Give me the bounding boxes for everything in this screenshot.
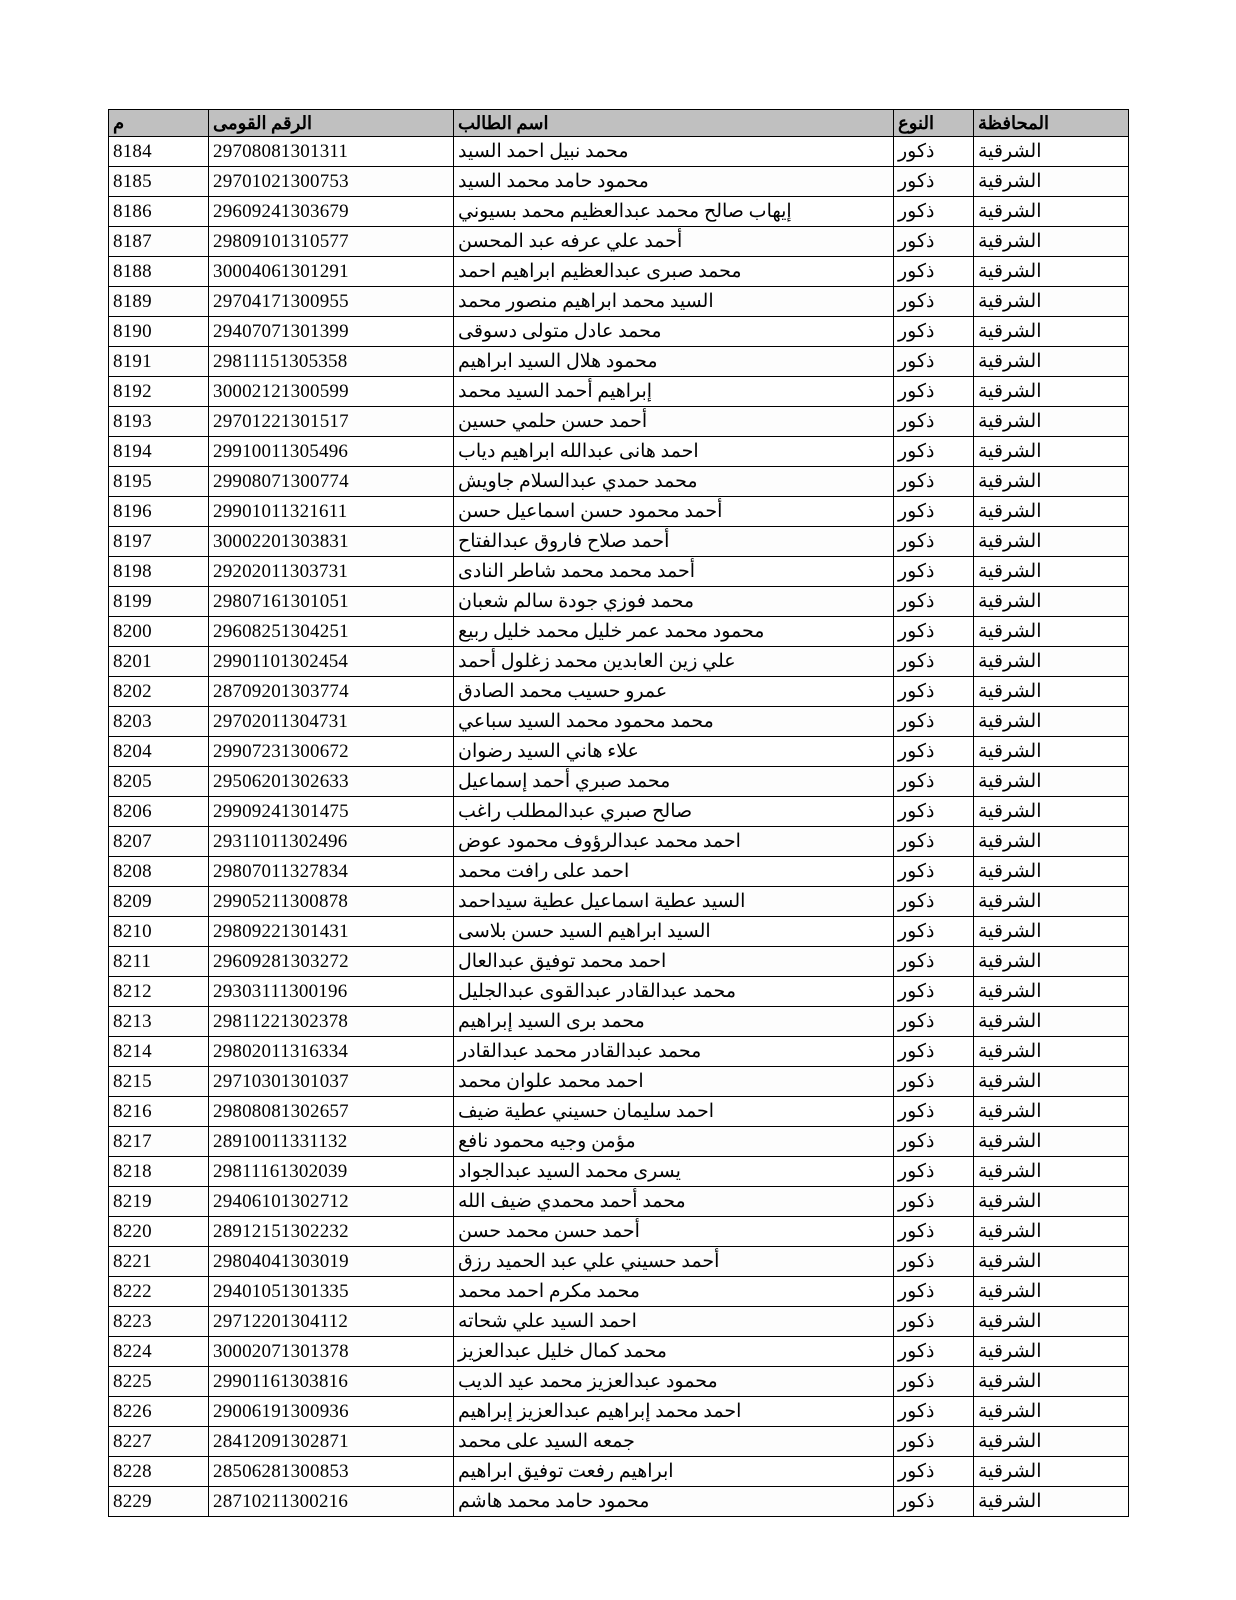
cell-national-id: 28506281300853 bbox=[209, 1457, 454, 1487]
table-row bbox=[109, 1427, 1129, 1457]
cell-sequence: 8226 bbox=[109, 1397, 209, 1427]
cell-type: ذكور bbox=[894, 827, 974, 857]
cell-type: ذكور bbox=[894, 707, 974, 737]
cell-national-id: 29311011302496 bbox=[209, 827, 454, 857]
cell-national-id: 29808081302657 bbox=[209, 1097, 454, 1127]
cell-governorate: الشرقية bbox=[974, 437, 1129, 467]
cell-governorate: الشرقية bbox=[974, 647, 1129, 677]
cell-governorate: الشرقية bbox=[974, 1397, 1129, 1427]
cell-governorate: الشرقية bbox=[974, 887, 1129, 917]
cell-type: ذكور bbox=[894, 647, 974, 677]
cell-type: ذكور bbox=[894, 917, 974, 947]
cell-sequence: 8208 bbox=[109, 857, 209, 887]
table-row bbox=[109, 167, 1129, 197]
cell-governorate: الشرقية bbox=[974, 767, 1129, 797]
student-roster-table-container bbox=[109, 109, 1129, 1517]
cell-governorate: الشرقية bbox=[974, 407, 1129, 437]
cell-national-id: 29702011304731 bbox=[209, 707, 454, 737]
table-row bbox=[109, 1397, 1129, 1427]
cell-governorate: الشرقية bbox=[974, 737, 1129, 767]
cell-sequence: 8218 bbox=[109, 1157, 209, 1187]
cell-national-id: 29802011316334 bbox=[209, 1037, 454, 1067]
cell-type: ذكور bbox=[894, 287, 974, 317]
cell-sequence: 8219 bbox=[109, 1187, 209, 1217]
cell-student-name: احمد السيد علي شحاته bbox=[454, 1307, 894, 1337]
cell-governorate: الشرقية bbox=[974, 557, 1129, 587]
cell-sequence: 8187 bbox=[109, 227, 209, 257]
cell-student-name: محمود حامد محمد السيد bbox=[454, 167, 894, 197]
cell-national-id: 29708081301311 bbox=[209, 137, 454, 167]
table-row bbox=[109, 617, 1129, 647]
cell-type: ذكور bbox=[894, 857, 974, 887]
cell-sequence: 8215 bbox=[109, 1067, 209, 1097]
cell-student-name: محمد حمدي عبدالسلام جاويش bbox=[454, 467, 894, 497]
cell-sequence: 8200 bbox=[109, 617, 209, 647]
cell-sequence: 8214 bbox=[109, 1037, 209, 1067]
cell-type: ذكور bbox=[894, 1337, 974, 1367]
cell-governorate: الشرقية bbox=[974, 287, 1129, 317]
table-row bbox=[109, 587, 1129, 617]
cell-governorate: الشرقية bbox=[974, 227, 1129, 257]
cell-student-name: محمد فوزي جودة سالم شعبان bbox=[454, 587, 894, 617]
cell-national-id: 29901011321611 bbox=[209, 497, 454, 527]
cell-sequence: 8186 bbox=[109, 197, 209, 227]
cell-sequence: 8203 bbox=[109, 707, 209, 737]
cell-governorate: الشرقية bbox=[974, 1127, 1129, 1157]
cell-national-id: 29909241301475 bbox=[209, 797, 454, 827]
cell-governorate: الشرقية bbox=[974, 857, 1129, 887]
cell-type: ذكور bbox=[894, 797, 974, 827]
cell-sequence: 8204 bbox=[109, 737, 209, 767]
table-row bbox=[109, 437, 1129, 467]
table-row bbox=[109, 797, 1129, 827]
cell-student-name: محمد صبرى عبدالعظيم ابراهيم احمد bbox=[454, 257, 894, 287]
cell-governorate: الشرقية bbox=[974, 1067, 1129, 1097]
cell-sequence: 8213 bbox=[109, 1007, 209, 1037]
cell-national-id: 29901161303816 bbox=[209, 1367, 454, 1397]
cell-type: ذكور bbox=[894, 1187, 974, 1217]
cell-type: ذكور bbox=[894, 1097, 974, 1127]
cell-national-id: 30002201303831 bbox=[209, 527, 454, 557]
cell-student-name: يسرى محمد السيد عبدالجواد bbox=[454, 1157, 894, 1187]
cell-governorate: الشرقية bbox=[974, 977, 1129, 1007]
cell-type: ذكور bbox=[894, 467, 974, 497]
column-header-student-name: اسم الطالب bbox=[454, 110, 894, 137]
cell-student-name: ابراهيم رفعت توفيق ابراهيم bbox=[454, 1457, 894, 1487]
cell-governorate: الشرقية bbox=[974, 497, 1129, 527]
cell-sequence: 8210 bbox=[109, 917, 209, 947]
cell-sequence: 8212 bbox=[109, 977, 209, 1007]
cell-sequence: 8205 bbox=[109, 767, 209, 797]
cell-sequence: 8197 bbox=[109, 527, 209, 557]
cell-governorate: الشرقية bbox=[974, 317, 1129, 347]
cell-type: ذكور bbox=[894, 947, 974, 977]
cell-sequence: 8211 bbox=[109, 947, 209, 977]
column-header-national-id: الرقم القومى bbox=[209, 110, 454, 137]
cell-type: ذكور bbox=[894, 1067, 974, 1097]
cell-type: ذكور bbox=[894, 257, 974, 287]
cell-type: ذكور bbox=[894, 317, 974, 347]
cell-sequence: 8209 bbox=[109, 887, 209, 917]
cell-student-name: صالح صبري عبدالمطلب راغب bbox=[454, 797, 894, 827]
cell-governorate: الشرقية bbox=[974, 1037, 1129, 1067]
cell-national-id: 29701021300753 bbox=[209, 167, 454, 197]
table-row bbox=[109, 197, 1129, 227]
cell-sequence: 8222 bbox=[109, 1277, 209, 1307]
cell-governorate: الشرقية bbox=[974, 917, 1129, 947]
cell-student-name: محمود عبدالعزيز محمد عيد الديب bbox=[454, 1367, 894, 1397]
cell-sequence: 8195 bbox=[109, 467, 209, 497]
cell-type: ذكور bbox=[894, 737, 974, 767]
table-row bbox=[109, 857, 1129, 887]
cell-governorate: الشرقية bbox=[974, 797, 1129, 827]
cell-national-id: 28710211300216 bbox=[209, 1487, 454, 1517]
table-row bbox=[109, 1007, 1129, 1037]
table-row bbox=[109, 707, 1129, 737]
cell-type: ذكور bbox=[894, 557, 974, 587]
cell-student-name: علي زين العابدين محمد زغلول أحمد bbox=[454, 647, 894, 677]
cell-sequence: 8194 bbox=[109, 437, 209, 467]
cell-national-id: 29401051301335 bbox=[209, 1277, 454, 1307]
cell-type: ذكور bbox=[894, 617, 974, 647]
cell-governorate: الشرقية bbox=[974, 1217, 1129, 1247]
cell-national-id: 29811161302039 bbox=[209, 1157, 454, 1187]
cell-student-name: أحمد صلاح فاروق عبدالفتاح bbox=[454, 527, 894, 557]
cell-governorate: الشرقية bbox=[974, 467, 1129, 497]
cell-sequence: 8224 bbox=[109, 1337, 209, 1367]
cell-national-id: 29811221302378 bbox=[209, 1007, 454, 1037]
cell-national-id: 30002071301378 bbox=[209, 1337, 454, 1367]
cell-governorate: الشرقية bbox=[974, 197, 1129, 227]
cell-student-name: إبراهيم أحمد السيد محمد bbox=[454, 377, 894, 407]
table-row bbox=[109, 1277, 1129, 1307]
table-row bbox=[109, 767, 1129, 797]
column-header-type: النوع bbox=[894, 110, 974, 137]
table-row bbox=[109, 1457, 1129, 1487]
cell-type: ذكور bbox=[894, 137, 974, 167]
cell-type: ذكور bbox=[894, 887, 974, 917]
cell-sequence: 8196 bbox=[109, 497, 209, 527]
cell-national-id: 29407071301399 bbox=[209, 317, 454, 347]
table-row bbox=[109, 1067, 1129, 1097]
cell-sequence: 8202 bbox=[109, 677, 209, 707]
table-row bbox=[109, 287, 1129, 317]
cell-type: ذكور bbox=[894, 1247, 974, 1277]
cell-student-name: احمد محمد عبدالرؤوف محمود عوض bbox=[454, 827, 894, 857]
cell-governorate: الشرقية bbox=[974, 1427, 1129, 1457]
cell-governorate: الشرقية bbox=[974, 347, 1129, 377]
cell-student-name: أحمد علي عرفه عبد المحسن bbox=[454, 227, 894, 257]
cell-sequence: 8190 bbox=[109, 317, 209, 347]
table-row bbox=[109, 1307, 1129, 1337]
cell-student-name: علاء هاني السيد رضوان bbox=[454, 737, 894, 767]
cell-governorate: الشرقية bbox=[974, 377, 1129, 407]
cell-student-name: محمد برى السيد إبراهيم bbox=[454, 1007, 894, 1037]
table-row bbox=[109, 467, 1129, 497]
cell-student-name: جمعه السيد على محمد bbox=[454, 1427, 894, 1457]
cell-governorate: الشرقية bbox=[974, 1307, 1129, 1337]
cell-student-name: السيد ابراهيم السيد حسن بلاسى bbox=[454, 917, 894, 947]
cell-type: ذكور bbox=[894, 197, 974, 227]
student-roster-table bbox=[108, 109, 1129, 1517]
cell-type: ذكور bbox=[894, 1037, 974, 1067]
cell-sequence: 8201 bbox=[109, 647, 209, 677]
table-row bbox=[109, 977, 1129, 1007]
cell-national-id: 30004061301291 bbox=[209, 257, 454, 287]
cell-governorate: الشرقية bbox=[974, 1457, 1129, 1487]
table-row bbox=[109, 1127, 1129, 1157]
table-row bbox=[109, 1187, 1129, 1217]
table-row bbox=[109, 1037, 1129, 1067]
cell-governorate: الشرقية bbox=[974, 1157, 1129, 1187]
cell-sequence: 8227 bbox=[109, 1427, 209, 1457]
cell-sequence: 8191 bbox=[109, 347, 209, 377]
cell-student-name: محمد صبري أحمد إسماعيل bbox=[454, 767, 894, 797]
cell-governorate: الشرقية bbox=[974, 1007, 1129, 1037]
table-row bbox=[109, 1097, 1129, 1127]
cell-sequence: 8216 bbox=[109, 1097, 209, 1127]
cell-type: ذكور bbox=[894, 437, 974, 467]
cell-sequence: 8184 bbox=[109, 137, 209, 167]
cell-sequence: 8188 bbox=[109, 257, 209, 287]
table-row bbox=[109, 947, 1129, 977]
cell-national-id: 29704171300955 bbox=[209, 287, 454, 317]
cell-national-id: 29804041303019 bbox=[209, 1247, 454, 1277]
cell-type: ذكور bbox=[894, 1367, 974, 1397]
cell-national-id: 28412091302871 bbox=[209, 1427, 454, 1457]
cell-governorate: الشرقية bbox=[974, 617, 1129, 647]
cell-student-name: مؤمن وجيه محمود نافع bbox=[454, 1127, 894, 1157]
cell-national-id: 30002121300599 bbox=[209, 377, 454, 407]
cell-sequence: 8206 bbox=[109, 797, 209, 827]
cell-student-name: محمود هلال السيد ابراهيم bbox=[454, 347, 894, 377]
cell-student-name: احمد محمد علوان محمد bbox=[454, 1067, 894, 1097]
cell-sequence: 8223 bbox=[109, 1307, 209, 1337]
cell-governorate: الشرقية bbox=[974, 1367, 1129, 1397]
cell-type: ذكور bbox=[894, 407, 974, 437]
table-row bbox=[109, 497, 1129, 527]
table-row bbox=[109, 407, 1129, 437]
table-row bbox=[109, 317, 1129, 347]
cell-governorate: الشرقية bbox=[974, 1337, 1129, 1367]
cell-student-name: احمد هانى عبدالله ابراهيم دياب bbox=[454, 437, 894, 467]
table-row bbox=[109, 917, 1129, 947]
cell-national-id: 29701221301517 bbox=[209, 407, 454, 437]
cell-national-id: 28912151302232 bbox=[209, 1217, 454, 1247]
cell-sequence: 8199 bbox=[109, 587, 209, 617]
cell-national-id: 29807161301051 bbox=[209, 587, 454, 617]
table-row bbox=[109, 647, 1129, 677]
cell-type: ذكور bbox=[894, 527, 974, 557]
table-row bbox=[109, 677, 1129, 707]
cell-national-id: 29710301301037 bbox=[209, 1067, 454, 1097]
cell-sequence: 8217 bbox=[109, 1127, 209, 1157]
cell-type: ذكور bbox=[894, 1127, 974, 1157]
cell-type: ذكور bbox=[894, 377, 974, 407]
table-row bbox=[109, 1337, 1129, 1367]
cell-student-name: محمد عبدالقادر عبدالقوى عبدالجليل bbox=[454, 977, 894, 1007]
cell-student-name: محمد كمال خليل عبدالعزيز bbox=[454, 1337, 894, 1367]
cell-student-name: محمد محمود محمد السيد سباعي bbox=[454, 707, 894, 737]
column-header-sequence: م bbox=[109, 110, 209, 137]
cell-type: ذكور bbox=[894, 1277, 974, 1307]
cell-national-id: 28910011331132 bbox=[209, 1127, 454, 1157]
cell-national-id: 29609241303679 bbox=[209, 197, 454, 227]
cell-governorate: الشرقية bbox=[974, 827, 1129, 857]
cell-governorate: الشرقية bbox=[974, 587, 1129, 617]
cell-type: ذكور bbox=[894, 1307, 974, 1337]
cell-national-id: 29910011305496 bbox=[209, 437, 454, 467]
cell-national-id: 29811151305358 bbox=[209, 347, 454, 377]
table-row bbox=[109, 557, 1129, 587]
cell-type: ذكور bbox=[894, 1007, 974, 1037]
header-row bbox=[109, 110, 1129, 137]
cell-student-name: محمد عادل متولى دسوقى bbox=[454, 317, 894, 347]
table-row bbox=[109, 377, 1129, 407]
cell-sequence: 8192 bbox=[109, 377, 209, 407]
cell-student-name: عمرو حسيب محمد الصادق bbox=[454, 677, 894, 707]
cell-student-name: احمد سليمان حسيني عطية ضيف bbox=[454, 1097, 894, 1127]
cell-governorate: الشرقية bbox=[974, 527, 1129, 557]
cell-sequence: 8221 bbox=[109, 1247, 209, 1277]
table-row bbox=[109, 347, 1129, 377]
cell-type: ذكور bbox=[894, 1487, 974, 1517]
cell-type: ذكور bbox=[894, 227, 974, 257]
cell-type: ذكور bbox=[894, 677, 974, 707]
cell-type: ذكور bbox=[894, 167, 974, 197]
cell-type: ذكور bbox=[894, 497, 974, 527]
cell-student-name: إيهاب صالح محمد عبدالعظيم محمد بسيوني bbox=[454, 197, 894, 227]
table-row bbox=[109, 1157, 1129, 1187]
cell-type: ذكور bbox=[894, 1457, 974, 1487]
cell-student-name: أحمد حسيني علي عبد الحميد رزق bbox=[454, 1247, 894, 1277]
cell-student-name: السيد محمد ابراهيم منصور محمد bbox=[454, 287, 894, 317]
cell-type: ذكور bbox=[894, 1157, 974, 1187]
cell-governorate: الشرقية bbox=[974, 1097, 1129, 1127]
cell-type: ذكور bbox=[894, 1427, 974, 1457]
cell-national-id: 29712201304112 bbox=[209, 1307, 454, 1337]
cell-governorate: الشرقية bbox=[974, 1277, 1129, 1307]
cell-student-name: أحمد محمود حسن اسماعيل حسن bbox=[454, 497, 894, 527]
table-row bbox=[109, 1367, 1129, 1397]
cell-sequence: 8229 bbox=[109, 1487, 209, 1517]
cell-national-id: 29908071300774 bbox=[209, 467, 454, 497]
cell-sequence: 8193 bbox=[109, 407, 209, 437]
cell-sequence: 8220 bbox=[109, 1217, 209, 1247]
cell-student-name: محمود محمد عمر خليل محمد خليل ربيع bbox=[454, 617, 894, 647]
cell-student-name: أحمد حسن محمد حسن bbox=[454, 1217, 894, 1247]
cell-student-name: أحمد حسن حلمي حسين bbox=[454, 407, 894, 437]
cell-sequence: 8228 bbox=[109, 1457, 209, 1487]
table-row bbox=[109, 257, 1129, 287]
cell-sequence: 8225 bbox=[109, 1367, 209, 1397]
cell-student-name: احمد محمد إبراهيم عبدالعزيز إبراهيم bbox=[454, 1397, 894, 1427]
table-row bbox=[109, 1487, 1129, 1517]
cell-governorate: الشرقية bbox=[974, 677, 1129, 707]
column-header-governorate: المحافظة bbox=[974, 110, 1129, 137]
cell-student-name: محمود حامد محمد هاشم bbox=[454, 1487, 894, 1517]
cell-national-id: 29006191300936 bbox=[209, 1397, 454, 1427]
cell-governorate: الشرقية bbox=[974, 257, 1129, 287]
cell-type: ذكور bbox=[894, 767, 974, 797]
cell-sequence: 8207 bbox=[109, 827, 209, 857]
cell-national-id: 28709201303774 bbox=[209, 677, 454, 707]
cell-student-name: محمد نبيل احمد السيد bbox=[454, 137, 894, 167]
cell-governorate: الشرقية bbox=[974, 1187, 1129, 1217]
cell-type: ذكور bbox=[894, 347, 974, 377]
table-row bbox=[109, 527, 1129, 557]
table-body bbox=[109, 137, 1129, 1517]
cell-student-name: محمد أحمد محمدي ضيف الله bbox=[454, 1187, 894, 1217]
cell-national-id: 29809101310577 bbox=[209, 227, 454, 257]
cell-governorate: الشرقية bbox=[974, 137, 1129, 167]
cell-national-id: 29807011327834 bbox=[209, 857, 454, 887]
cell-student-name: أحمد محمد محمد شاطر النادى bbox=[454, 557, 894, 587]
cell-type: ذكور bbox=[894, 1217, 974, 1247]
table-header bbox=[109, 110, 1129, 137]
table-row bbox=[109, 1247, 1129, 1277]
cell-national-id: 29303111300196 bbox=[209, 977, 454, 1007]
cell-sequence: 8185 bbox=[109, 167, 209, 197]
table-row bbox=[109, 737, 1129, 767]
cell-national-id: 29608251304251 bbox=[209, 617, 454, 647]
table-row bbox=[109, 1217, 1129, 1247]
cell-governorate: الشرقية bbox=[974, 707, 1129, 737]
table-row bbox=[109, 137, 1129, 167]
cell-sequence: 8189 bbox=[109, 287, 209, 317]
cell-national-id: 29905211300878 bbox=[209, 887, 454, 917]
cell-governorate: الشرقية bbox=[974, 947, 1129, 977]
cell-type: ذكور bbox=[894, 587, 974, 617]
cell-governorate: الشرقية bbox=[974, 1487, 1129, 1517]
cell-student-name: السيد عطية اسماعيل عطية سيداحمد bbox=[454, 887, 894, 917]
cell-national-id: 29506201302633 bbox=[209, 767, 454, 797]
table-row bbox=[109, 227, 1129, 257]
cell-national-id: 29609281303272 bbox=[209, 947, 454, 977]
cell-national-id: 29406101302712 bbox=[209, 1187, 454, 1217]
cell-national-id: 29202011303731 bbox=[209, 557, 454, 587]
cell-sequence: 8198 bbox=[109, 557, 209, 587]
cell-type: ذكور bbox=[894, 1397, 974, 1427]
cell-type: ذكور bbox=[894, 977, 974, 1007]
table-row bbox=[109, 827, 1129, 857]
cell-governorate: الشرقية bbox=[974, 1247, 1129, 1277]
cell-national-id: 29901101302454 bbox=[209, 647, 454, 677]
cell-national-id: 29907231300672 bbox=[209, 737, 454, 767]
cell-student-name: احمد على رافت محمد bbox=[454, 857, 894, 887]
cell-governorate: الشرقية bbox=[974, 167, 1129, 197]
cell-student-name: محمد مكرم احمد محمد bbox=[454, 1277, 894, 1307]
cell-student-name: محمد عبدالقادر محمد عبدالقادر bbox=[454, 1037, 894, 1067]
cell-student-name: احمد محمد توفيق عبدالعال bbox=[454, 947, 894, 977]
cell-national-id: 29809221301431 bbox=[209, 917, 454, 947]
table-row bbox=[109, 887, 1129, 917]
